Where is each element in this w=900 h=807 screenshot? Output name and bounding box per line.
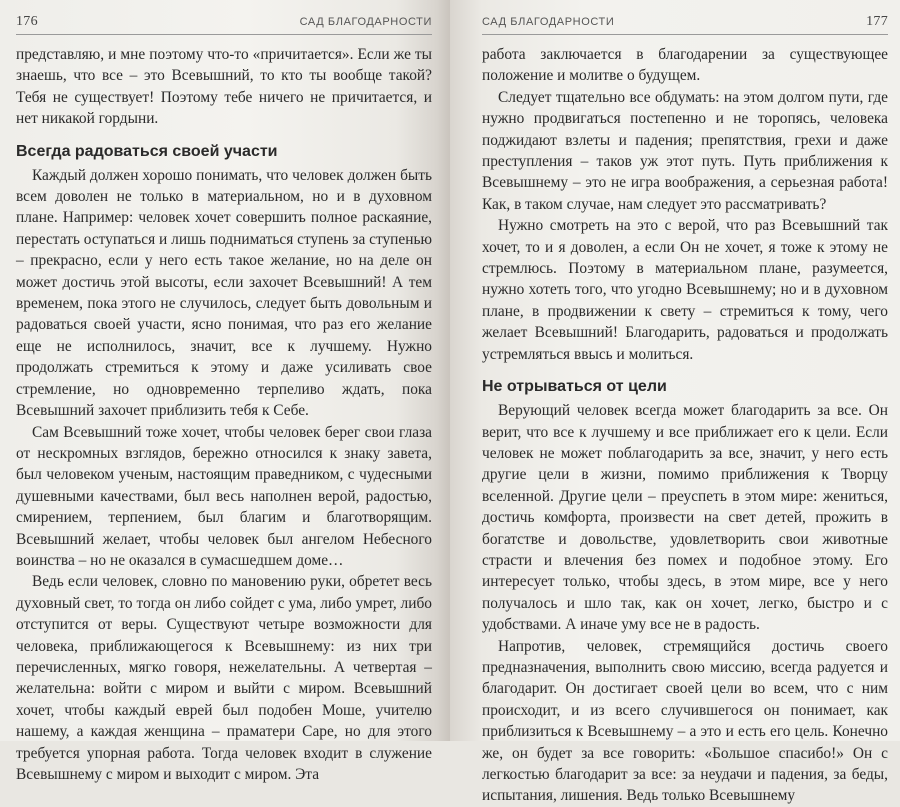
- right-section-heading: Не отрываться от цели: [482, 378, 667, 396]
- left-paragraph-3: Сам Всевышний тоже хочет, чтобы человек берег свои глаза от нескромных взглядов, бережно относился к знаку завета, был человеком ученым, настоящим праведником, с чудесными душевными качествами, был весь наполнен верой, радостью, смирением, терпением, был благим и благотворящим. Всевышний желает, чтобы человек был ангелом Небесного воинства – но не оказался в сумасшедшем доме…: [16, 423, 432, 569]
- right-page-header: [482, 14, 888, 35]
- right-page: [450, 0, 900, 805]
- left-page-number: 176: [16, 14, 38, 29]
- right-paragraph-1: работа заключается в благодарении за существующее положение и молитве о будущем.: [482, 46, 888, 85]
- right-running-title: САД БЛАГОДАРНОСТИ: [482, 16, 615, 28]
- right-page-number: 177: [866, 14, 888, 29]
- left-page-header: [16, 14, 432, 35]
- left-paragraph-2: Каждый должен хорошо понимать, что человек должен быть всем доволен не только в материальном, но и в духовном плане. Например: человек хочет совершить полное раскаяние, перестать оступаться и лишь подниматься ступень за ступенью – прекрасно, если у него есть такое желание, но на деле он может достичь этой высоты, если захочет Всевышний! А тем временем, пока этого не случилось, следует быть довольным и радоваться своей участи, ясно понимая, что раз его желание еще не исполнилось, значит, все к лучшему. Нужно продолжать стремиться к этому и даже усиливать свое стремление, но одновременно терпеливо ждать, пока Всевышний захочет приблизить тебя к Себе.: [16, 166, 432, 420]
- left-page: [0, 0, 450, 783]
- left-page-body: [16, 44, 432, 785]
- left-paragraph-4: Ведь если человек, словно по мановению руки, обретет весь духовный свет, то тогда он либо сойдет с ума, либо умрет, либо отступится от веры. Существуют четыре возможности для человека, приближающегося к Всевышнему: из них три перечисленных, мягко говоря, нежелательны. А четвертая – желательна: войти с миром и выйти с миром. Всевышний хочет, чтобы каждый еврей был подобен Моше, учителю нашему, а каждая женщина – праматери Саре, но для этого требуется упорная работа. Тогда человек входит в служение Всевышнему с миром и выходит с миром. Эта: [16, 573, 432, 783]
- left-running-title: САД БЛАГОДАРНОСТИ: [299, 16, 432, 28]
- right-paragraph-4: Верующий человек всегда может благодарить за все. Он верит, что все к лучшему и все приближает его к цели. Если человек не может поблагодарить за все, значит, у него есть другие цели в жизни, помимо приближения к Творцу вселенной. Другие цели – преуспеть в этом мире: жениться, достичь комфорта, произвести на свет детей, прожить в богатстве и довольстве, удовлетворить свои животные страсти и влечения без помех и подобное этому. Его интересует только, чтобы здесь, в этом мире, все у него получалось и шло так, как он хочет, легко, быстро и с удобствами. А иначе уму все не в радость.: [482, 402, 888, 634]
- right-page-body: [482, 44, 888, 807]
- left-section-heading: Всегда радоваться своей участи: [16, 142, 278, 160]
- right-paragraph-3: Нужно смотреть на это с верой, что раз Всевышний так хочет, то и я доволен, а если Он не хочет, я тоже к этому не стремлюсь. Поэтому в материальном плане, разумеется, нужно хотеть того, что угодно Всевышнему; но и в духовном плане, в продвижении к свету – стремиться к тому, чего желает Всевышний! Благодарить, радоваться и продолжать устремляться ввысь и молиться.: [482, 217, 888, 363]
- right-paragraph-2: Следует тщательно все обдумать: на этом долгом пути, где нужно продвигаться постепенно и не торопясь, человека поджидают взлеты и падения; препятствия, грехи и даже преступления – таков уж этот путь. Путь приближения к Всевышнему – это не игра воображения, а серьезная работа! Как, в таком случае, нам следует это рассматривать?: [482, 88, 888, 213]
- right-paragraph-5: Напротив, человек, стремящийся достичь своего предназначения, выполнить свою миссию, всегда радуется и благодарит. Он достигает своей цели во всем, что с ним происходит, и из всего случившегося он понимает, как приблизиться к Всевышнему – а это и есть его цель. Конечно же, он будет за все говорить: «Большое спасибо!» Он с легкостью благодарит за все: за неудачи и падения, за беды, испытания, лишения. Ведь только Всевышнему: [482, 637, 888, 805]
- left-paragraph-1: представляю, и мне поэтому что-то «причитается». Если же ты знаешь, что все – это Всевышний, то кто ты вообще такой? Тебя не существует! Поэтому тебе ничего не причитается, и нет никакой гордыни.: [16, 46, 432, 128]
